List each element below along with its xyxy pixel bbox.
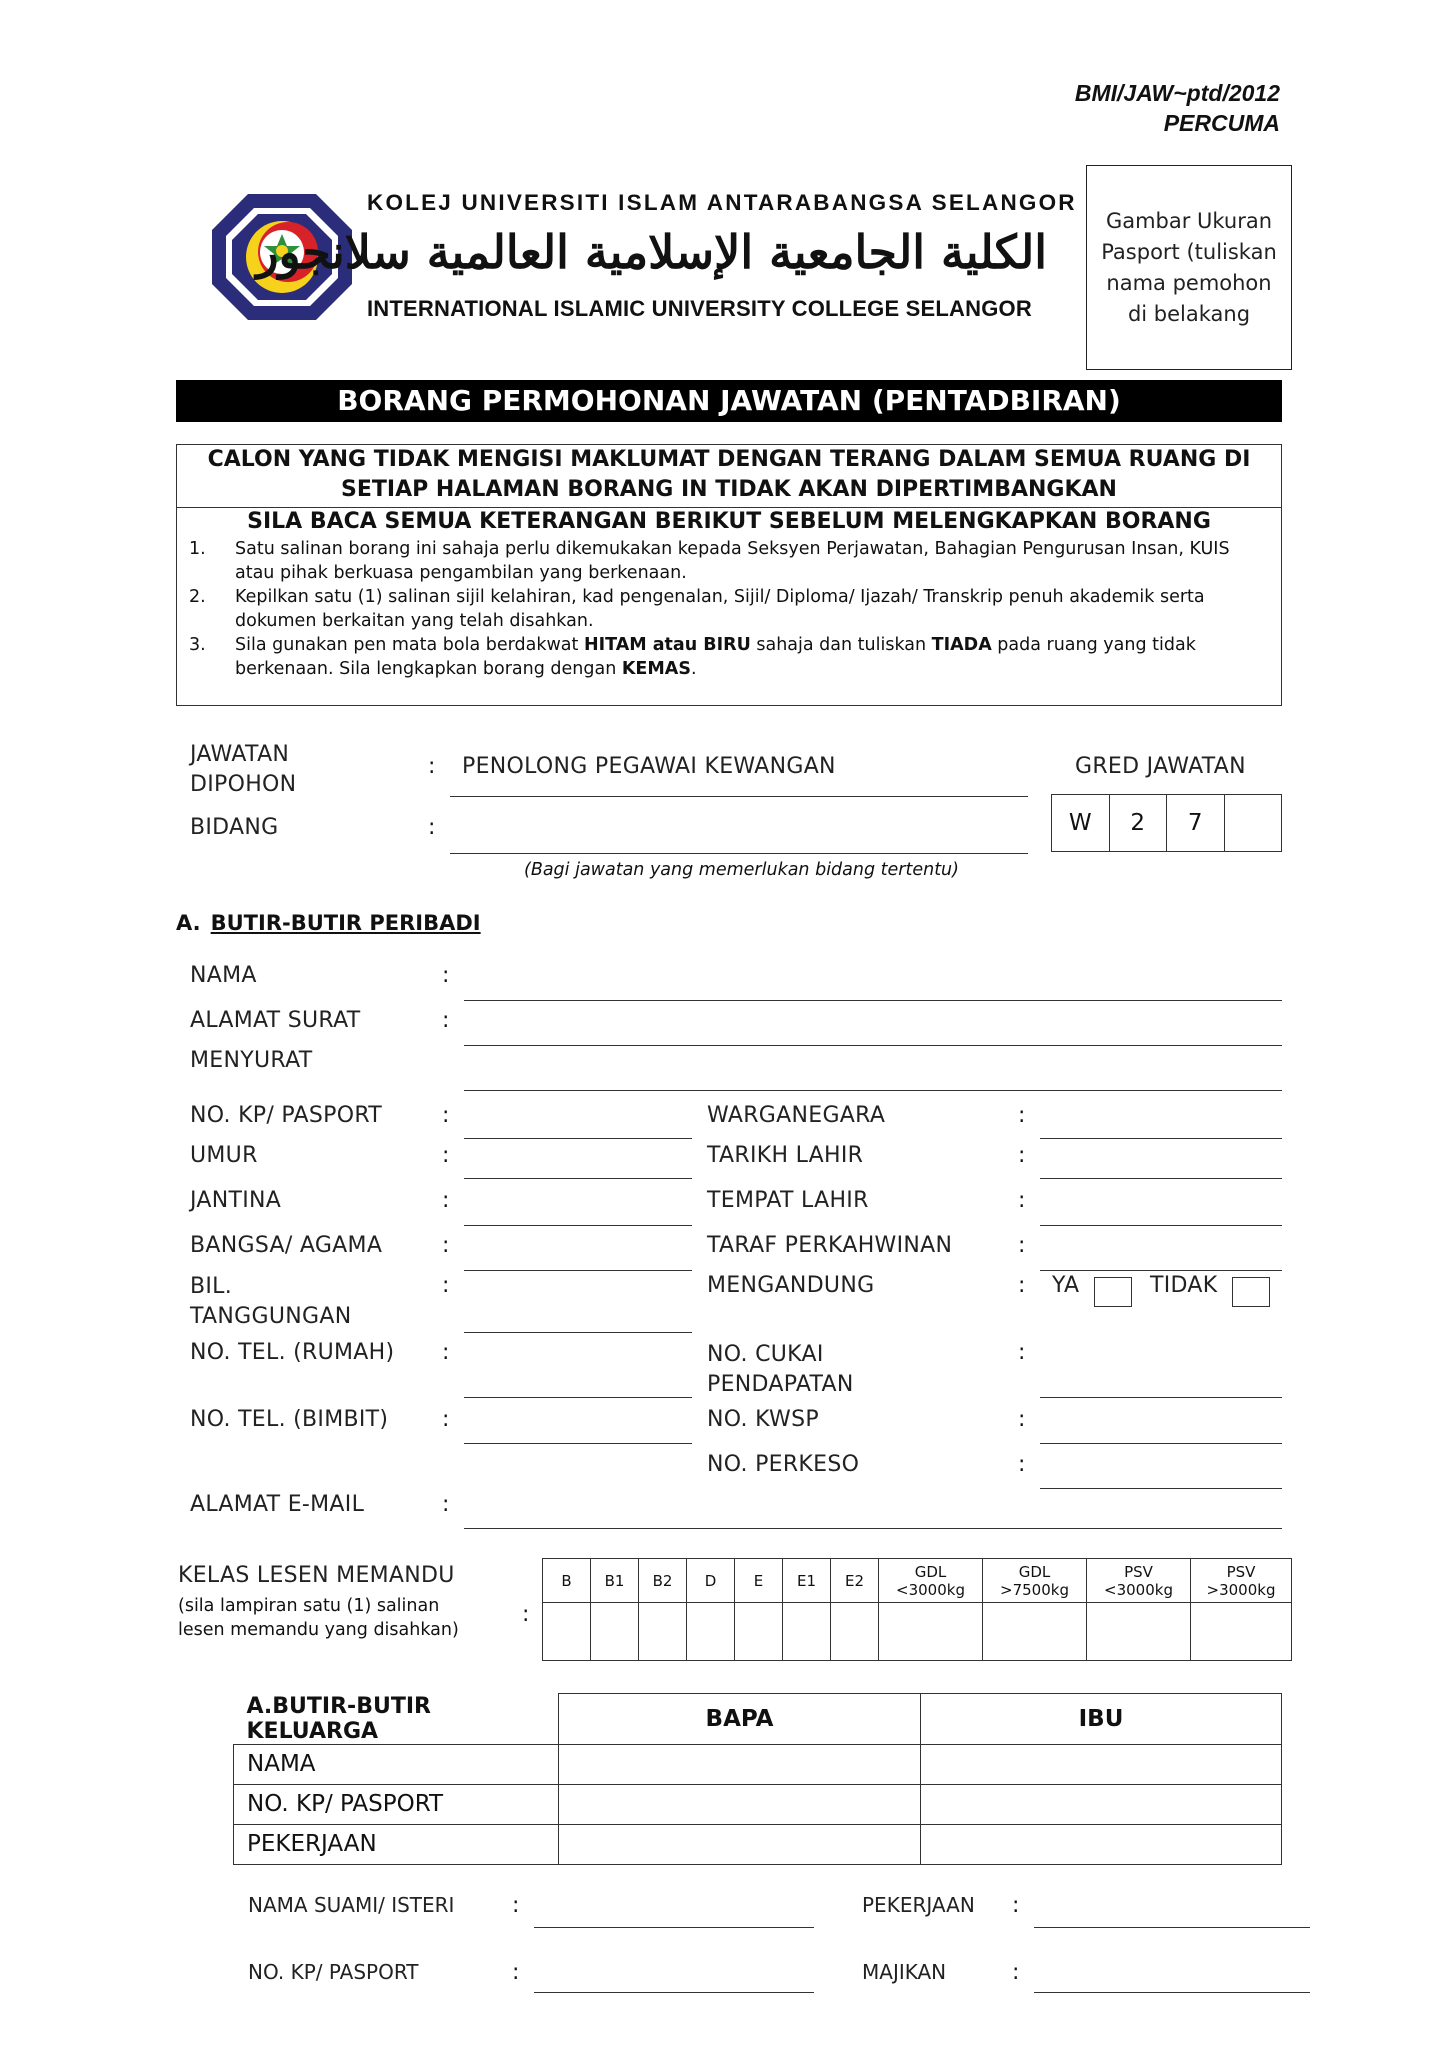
license-class-header: PSV <3000kg [1087, 1559, 1191, 1603]
field-input-line[interactable] [450, 853, 1028, 854]
epf-input-line[interactable] [1040, 1443, 1282, 1444]
license-class-cell[interactable] [879, 1603, 983, 1661]
mobile-phone-input-line[interactable] [464, 1443, 692, 1444]
family-section-title: A.BUTIR-BUTIR KELUARGA [234, 1694, 559, 1745]
race-colon: : [442, 1233, 450, 1258]
passport-photo-instruction: Gambar Ukuran Pasport (tuliskan nama pemohon di belakang [1101, 208, 1277, 326]
income-tax-label: NO. CUKAI PENDAPATAN [707, 1342, 854, 1397]
instruction-text: Sila gunakan pen mata bola berdakwat HITAM atau BIRU sahaja dan tuliskan TIADA pada ruang yang tidak berkenaan. Sila lengkapkan borang dengan KEMAS. [235, 635, 1196, 679]
license-note: (sila lampiran satu (1) salinan lesen memandu yang disahkan) [178, 1596, 459, 1640]
name-label: NAMA [190, 963, 257, 988]
employer-colon: : [1012, 1960, 1020, 1985]
race-religion-label: BANGSA/ AGAMA [190, 1233, 383, 1258]
yes-label: YA [1052, 1273, 1080, 1298]
spouse-job-input-line[interactable] [1034, 1927, 1310, 1928]
form-reference [1075, 78, 1280, 138]
license-class-header: GDL <3000kg [879, 1559, 983, 1603]
race-religion-input-line[interactable] [464, 1270, 692, 1271]
license-class-cell[interactable] [687, 1603, 735, 1661]
instruction-item [189, 633, 1269, 681]
pregnant-colon: : [1018, 1273, 1026, 1298]
instruction-number: 2. [189, 587, 206, 607]
grade-cell[interactable]: 2 [1110, 795, 1168, 851]
license-class-cell[interactable] [783, 1603, 831, 1661]
license-class-cell[interactable] [831, 1603, 879, 1661]
license-class-header: B [543, 1559, 591, 1603]
warning-line-2: SETIAP HALAMAN BORANG IN TIDAK AKAN DIPERTIMBANGKAN [341, 477, 1117, 502]
spouse-ic-label: NO. KP/ PASPORT [248, 1960, 419, 1984]
position-input-line[interactable] [450, 796, 1028, 797]
license-class-cell[interactable] [1191, 1603, 1292, 1661]
marital-colon: : [1018, 1233, 1026, 1258]
citizenship-colon: : [1018, 1103, 1026, 1128]
instruction-number: 3. [189, 635, 206, 655]
employer-input-line[interactable] [1034, 1992, 1310, 1993]
email-label: ALAMAT E-MAIL [190, 1492, 365, 1517]
pregnant-label: MENGANDUNG [707, 1273, 875, 1298]
epf-label: NO. KWSP [707, 1407, 819, 1432]
spouse-ic-input-line[interactable] [534, 1992, 814, 1993]
birth-place-label: TEMPAT LAHIR [707, 1188, 869, 1213]
age-label: UMUR [190, 1143, 258, 1168]
instruction-text: Satu salinan borang ini sahaja perlu dikemukakan kepada Seksyen Perjawatan, Bahagian Pengurusan Insan, KUIS atau pihak berkuasa pengambilan yang berkenaan. [235, 539, 1230, 583]
home-phone-colon: : [442, 1340, 450, 1365]
address-colon: : [442, 1008, 450, 1033]
age-colon: : [442, 1143, 450, 1168]
ic-passport-input-line[interactable] [464, 1138, 692, 1139]
university-name-arabic: الكلية الجامعية الإسلامية العالمية سلانجور [256, 225, 1047, 279]
license-class-header: E2 [831, 1559, 879, 1603]
birth-place-colon: : [1018, 1188, 1026, 1213]
license-class-cell[interactable] [591, 1603, 639, 1661]
birth-date-input-line[interactable] [1040, 1178, 1282, 1179]
pregnant-yes-checkbox[interactable] [1094, 1277, 1132, 1307]
passport-photo-box[interactable] [1086, 165, 1292, 370]
family-row-label: NAMA [234, 1744, 559, 1784]
family-details-table [233, 1693, 1282, 1865]
pregnant-no-checkbox[interactable] [1232, 1277, 1270, 1307]
socso-colon: : [1018, 1452, 1026, 1477]
instruction-text: Kepilkan satu (1) salinan sijil kelahiran, kad pengenalan, Sijil/ Diploma/ Ijazah/ Transkrip penuh akademik serta dokumen berkaitan yang telah disahkan. [235, 587, 1205, 631]
license-class-cell[interactable] [1087, 1603, 1191, 1661]
citizenship-input-line[interactable] [1040, 1138, 1282, 1139]
epf-colon: : [1018, 1407, 1026, 1432]
license-class-cell[interactable] [639, 1603, 687, 1661]
socso-input-line[interactable] [1040, 1488, 1282, 1489]
birth-date-label: TARIKH LAHIR [707, 1143, 864, 1168]
father-ic-cell[interactable] [559, 1784, 921, 1824]
grade-label: GRED JAWATAN [1075, 754, 1246, 779]
grade-boxes [1051, 794, 1282, 852]
field-note: (Bagi jawatan yang memerlukan bidang tertentu) [524, 860, 959, 880]
email-colon: : [442, 1492, 450, 1517]
license-class-header: E1 [783, 1559, 831, 1603]
email-input-line[interactable] [464, 1528, 1282, 1529]
spouse-name-label: NAMA SUAMI/ ISTERI [248, 1893, 455, 1917]
address-input-line-1[interactable] [464, 1045, 1282, 1046]
university-name-english: INTERNATIONAL ISLAMIC UNIVERSITY COLLEGE SELANGOR [367, 296, 1032, 321]
mother-job-cell[interactable] [921, 1824, 1282, 1864]
instruction-item [189, 585, 1269, 633]
license-label: KELAS LESEN MEMANDU [178, 1563, 455, 1588]
spouse-name-input-line[interactable] [534, 1927, 814, 1928]
dependents-input-line[interactable] [464, 1332, 692, 1333]
instruction-number: 1. [189, 539, 206, 559]
home-phone-input-line[interactable] [464, 1397, 692, 1398]
reference-code: BMI/JAW~ptd/2012 [1074, 80, 1280, 106]
dependents-label: BIL. TANGGUNGAN [190, 1274, 352, 1329]
address-label-2: MENYURAT [190, 1048, 313, 1073]
no-label: TIDAK [1150, 1273, 1218, 1298]
field-label: BIDANG [190, 815, 279, 840]
family-row-label: PEKERJAAN [234, 1824, 559, 1864]
instructions-heading: SILA BACA SEMUA KETERANGAN BERIKUT SEBELUM MELENGKAPKAN BORANG [247, 509, 1211, 534]
position-label: JAWATAN DIPOHON [190, 742, 297, 797]
income-tax-colon: : [1018, 1340, 1026, 1365]
gender-label: JANTINA [190, 1188, 282, 1213]
position-value[interactable]: PENOLONG PEGAWAI KEWANGAN [462, 754, 836, 779]
spouse-job-colon: : [1012, 1893, 1020, 1918]
income-tax-input-line[interactable] [1040, 1397, 1282, 1398]
license-class-header: B2 [639, 1559, 687, 1603]
license-class-header: PSV >3000kg [1191, 1559, 1292, 1603]
age-input-line[interactable] [464, 1178, 692, 1179]
instructions-list [189, 537, 1269, 681]
warning-banner [177, 445, 1281, 508]
gender-input-line[interactable] [464, 1225, 692, 1226]
position-colon: : [428, 754, 436, 779]
home-phone-label: NO. TEL. (RUMAH) [190, 1340, 395, 1365]
warning-line-1: CALON YANG TIDAK MENGISI MAKLUMAT DENGAN TERANG DALAM SEMUA RUANG DI [207, 447, 1251, 472]
mother-column-header: IBU [921, 1694, 1282, 1745]
form-title: BORANG PERMOHONAN JAWATAN (PENTADBIRAN) [176, 380, 1282, 422]
license-class-cell[interactable] [983, 1603, 1087, 1661]
instruction-item [189, 537, 1269, 585]
address-input-line-2[interactable] [464, 1090, 1282, 1091]
license-class-table [542, 1558, 1292, 1661]
grade-cell[interactable]: 7 [1167, 795, 1225, 851]
spouse-name-colon: : [512, 1893, 520, 1918]
gender-colon: : [442, 1188, 450, 1213]
address-label: ALAMAT SURAT [190, 1008, 361, 1033]
spouse-ic-colon: : [512, 1960, 520, 1985]
marital-status-label: TARAF PERKAHWINAN [707, 1233, 953, 1258]
license-class-header: E [735, 1559, 783, 1603]
grade-cell[interactable] [1225, 795, 1282, 851]
spouse-job-label: PEKERJAAN [862, 1893, 975, 1917]
father-job-cell[interactable] [559, 1824, 921, 1864]
ic-colon: : [442, 1103, 450, 1128]
birth-date-colon: : [1018, 1143, 1026, 1168]
father-name-cell[interactable] [559, 1744, 921, 1784]
grade-cell[interactable]: W [1052, 795, 1110, 851]
instructions-box [176, 444, 1282, 706]
license-class-cell[interactable] [735, 1603, 783, 1661]
socso-label: NO. PERKESO [707, 1452, 860, 1477]
license-colon: : [522, 1602, 530, 1627]
father-column-header: BAPA [559, 1694, 921, 1745]
mobile-phone-label: NO. TEL. (BIMBIT) [190, 1407, 389, 1432]
license-class-header: B1 [591, 1559, 639, 1603]
employer-label: MAJIKAN [862, 1960, 947, 1984]
section-a-heading: A. BUTIR-BUTIR PERIBADI [176, 911, 481, 935]
ic-passport-label: NO. KP/ PASPORT [190, 1103, 383, 1128]
mother-name-cell[interactable] [921, 1744, 1282, 1784]
license-class-header: D [687, 1559, 735, 1603]
family-row-label: NO. KP/ PASPORT [234, 1784, 559, 1824]
dependents-colon: : [442, 1273, 450, 1298]
marital-status-input-line[interactable] [1040, 1270, 1282, 1271]
name-input-line[interactable] [464, 1000, 1282, 1001]
license-class-cell[interactable] [543, 1603, 591, 1661]
citizenship-label: WARGANEGARA [707, 1103, 886, 1128]
mother-ic-cell[interactable] [921, 1784, 1282, 1824]
mobile-phone-colon: : [442, 1407, 450, 1432]
university-name-malay: KOLEJ UNIVERSITI ISLAM ANTARABANGSA SELANGOR [367, 190, 1077, 215]
license-class-header: GDL >7500kg [983, 1559, 1087, 1603]
name-colon: : [442, 963, 450, 988]
birth-place-input-line[interactable] [1040, 1225, 1282, 1226]
reference-note: PERCUMA [1163, 110, 1280, 136]
field-colon: : [428, 815, 436, 840]
